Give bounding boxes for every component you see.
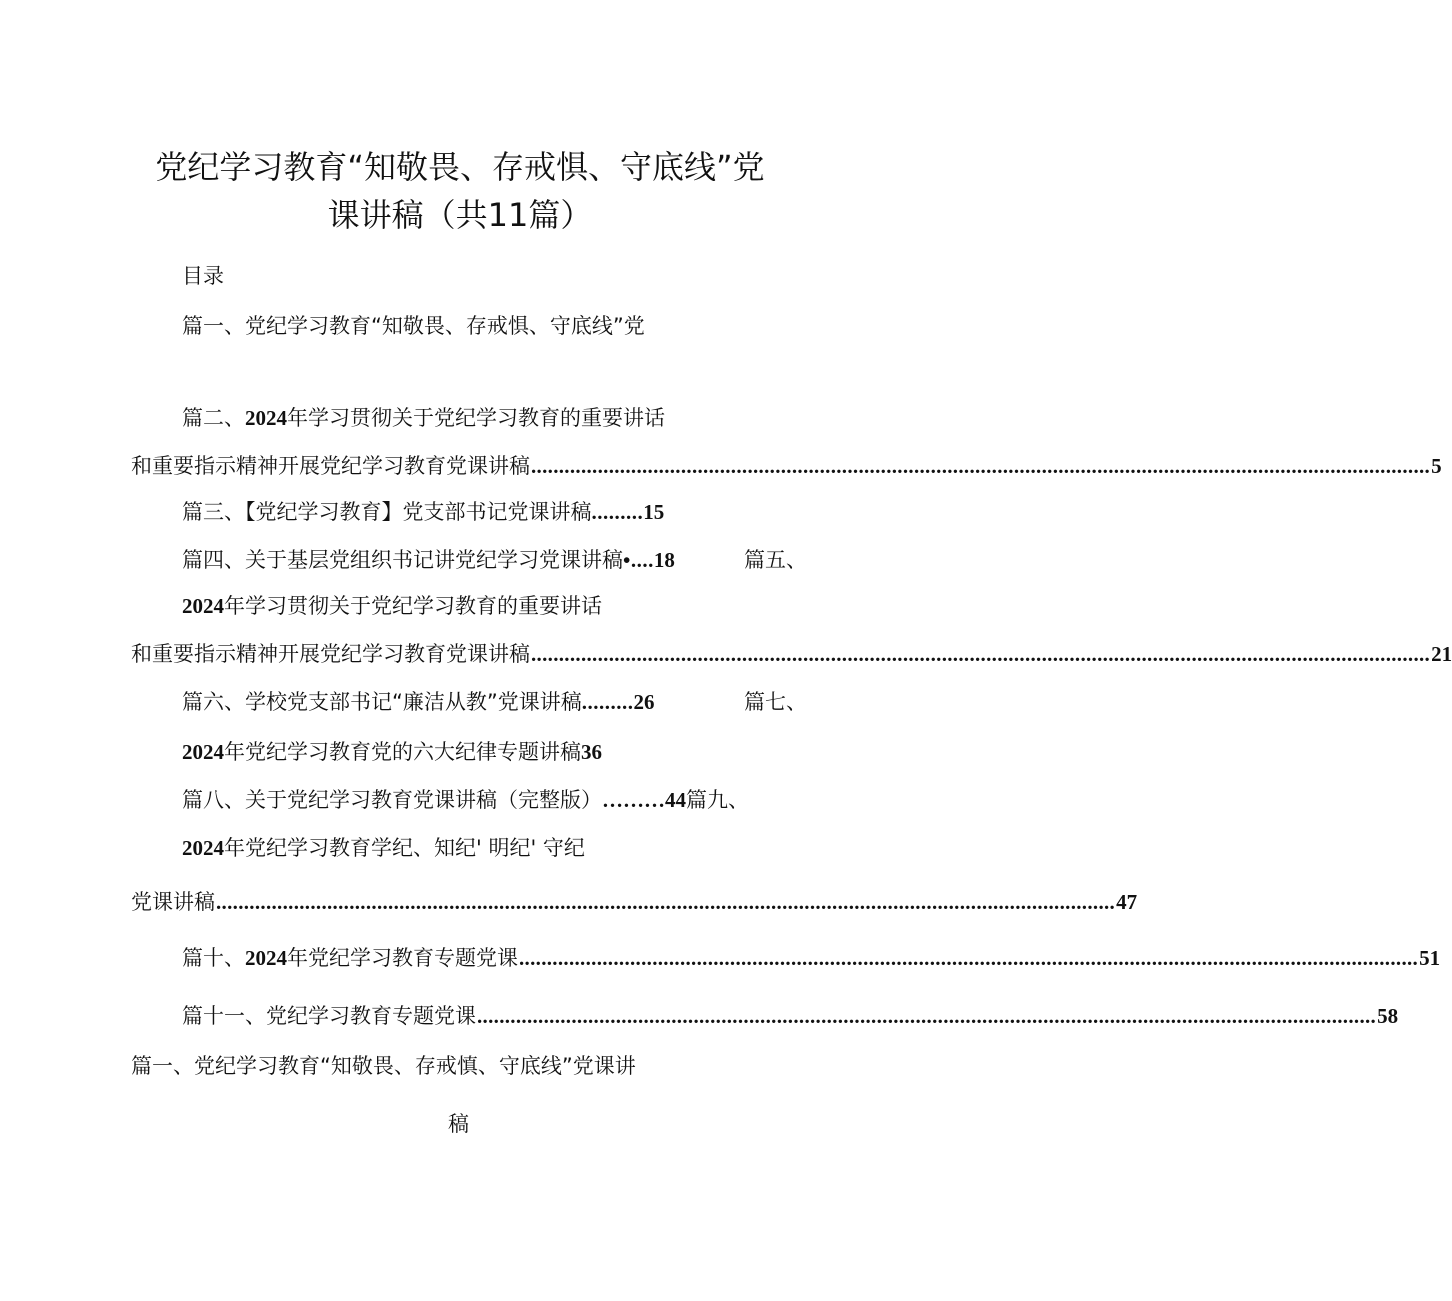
toc-entry-11-page: 58 bbox=[1377, 1004, 1399, 1028]
toc-leader-dots: .................................................................................................................................................................. bbox=[519, 946, 1419, 970]
toc-entry-8-page: 44 bbox=[665, 788, 686, 812]
toc-entry-5-title-cont: 和重要指示精神开展党纪学习教育党课讲稿 bbox=[131, 642, 530, 666]
toc-leader-dots: .................................................................................................................................................................. bbox=[531, 642, 1431, 666]
toc-entry-7-year: 2024 bbox=[182, 740, 224, 764]
toc-entry-2-title-cont: 和重要指示精神开展党纪学习教育党课讲稿 bbox=[131, 454, 530, 478]
toc-entry-5-line2[interactable] bbox=[131, 640, 1452, 668]
document-title-line1: 党纪学习教育“知敬畏、存戒惧、守底线”党 bbox=[155, 148, 765, 186]
toc-entry-6[interactable] bbox=[182, 688, 655, 716]
toc-entry-3-title: 篇三、【党纪学习教育】党支部书记党课讲稿 bbox=[182, 500, 592, 524]
toc-entry-10-year: 2024 bbox=[245, 946, 287, 970]
toc-entry-7[interactable] bbox=[182, 738, 602, 766]
toc-entry-4[interactable] bbox=[182, 546, 675, 574]
toc-leader-dots: .................................................................................................................................................................. bbox=[531, 454, 1431, 478]
toc-entry-8[interactable] bbox=[182, 786, 749, 814]
toc-entry-7-title: 年党纪学习教育党的六大纪律专题讲稿 bbox=[224, 740, 581, 764]
toc-entry-9[interactable] bbox=[182, 834, 585, 862]
toc-entry-2[interactable] bbox=[182, 404, 665, 432]
toc-entry-9-title: 年党纪学习教育学纪、知纪' 明纪' 守纪 bbox=[224, 836, 585, 860]
toc-entry-4-page: 18 bbox=[653, 548, 675, 572]
section-heading: 篇一、党纪学习教育“知敬畏、存戒慎、守底线”党课讲 bbox=[131, 1054, 636, 1078]
toc-entry-6-page: 26 bbox=[633, 690, 655, 714]
toc-entry-8-title: 篇八、关于党纪学习教育党课讲稿（完整版） bbox=[182, 788, 602, 812]
toc-entry-3[interactable] bbox=[182, 498, 664, 526]
toc-entry-5[interactable] bbox=[182, 592, 602, 620]
toc-entry-6-title: 篇六、学校党支部书记“廉洁从教”党课讲稿 bbox=[182, 690, 582, 714]
toc-entry-10[interactable] bbox=[182, 944, 1441, 972]
toc-entry-11[interactable] bbox=[182, 1002, 1399, 1030]
toc-entry-9-year: 2024 bbox=[182, 836, 224, 860]
toc-entry-9-prefix: 篇九、 bbox=[686, 788, 749, 812]
toc-entry-5-page: 21 bbox=[1431, 642, 1452, 666]
toc-entry-3-dots: ......... bbox=[591, 500, 644, 524]
toc-entry-4-dots: •.... bbox=[623, 548, 654, 572]
toc-entry-10-page: 51 bbox=[1419, 946, 1441, 970]
toc-entry-7-page: 36 bbox=[581, 740, 602, 764]
toc-entry-5-title: 年学习贯彻关于党纪学习教育的重要讲话 bbox=[224, 594, 602, 618]
toc-entry-2-line2[interactable] bbox=[131, 452, 1442, 480]
toc-entry-11-title: 篇十一、党纪学习教育专题党课 bbox=[182, 1004, 476, 1028]
toc-entry-10-prefix: 篇十、 bbox=[182, 946, 245, 970]
toc-entry-10-title: 年党纪学习教育专题党课 bbox=[287, 946, 518, 970]
toc-heading: 目录 bbox=[182, 264, 224, 288]
toc-entry-2-page: 5 bbox=[1431, 454, 1442, 478]
document-title-line2: 课讲稿（共11篇） bbox=[327, 196, 593, 234]
toc-entry-7-prefix[interactable]: 篇七、 bbox=[744, 690, 807, 714]
toc-entry-9-line2[interactable] bbox=[131, 888, 1138, 916]
toc-leader-dots: .................................................................................................................................................................. bbox=[216, 890, 1116, 914]
toc-entry-9-page: 47 bbox=[1116, 890, 1138, 914]
toc-entry-5-prefix[interactable]: 篇五、 bbox=[744, 548, 807, 572]
toc-entry-3-page: 15 bbox=[643, 500, 665, 524]
toc-entry-10-title-wrap bbox=[182, 944, 518, 972]
toc-entry-2-prefix: 篇二、 bbox=[182, 406, 245, 430]
toc-entry-6-dots: ......... bbox=[581, 690, 634, 714]
section-heading-cont: 稿 bbox=[448, 1112, 469, 1136]
toc-entry-1[interactable]: 篇一、党纪学习教育“知敬畏、存戒惧、守底线”党 bbox=[182, 314, 645, 338]
toc-leader-dots: .................................................................................................................................................................. bbox=[477, 1004, 1377, 1028]
toc-entry-4-title: 篇四、关于基层党组织书记讲党纪学习党课讲稿 bbox=[182, 548, 623, 572]
toc-entry-2-title: 年学习贯彻关于党纪学习教育的重要讲话 bbox=[287, 406, 665, 430]
toc-entry-8-dots: ……… bbox=[602, 788, 665, 812]
toc-entry-9-title-cont: 党课讲稿 bbox=[131, 890, 215, 914]
toc-entry-2-year: 2024 bbox=[245, 406, 287, 430]
toc-entry-5-year: 2024 bbox=[182, 594, 224, 618]
